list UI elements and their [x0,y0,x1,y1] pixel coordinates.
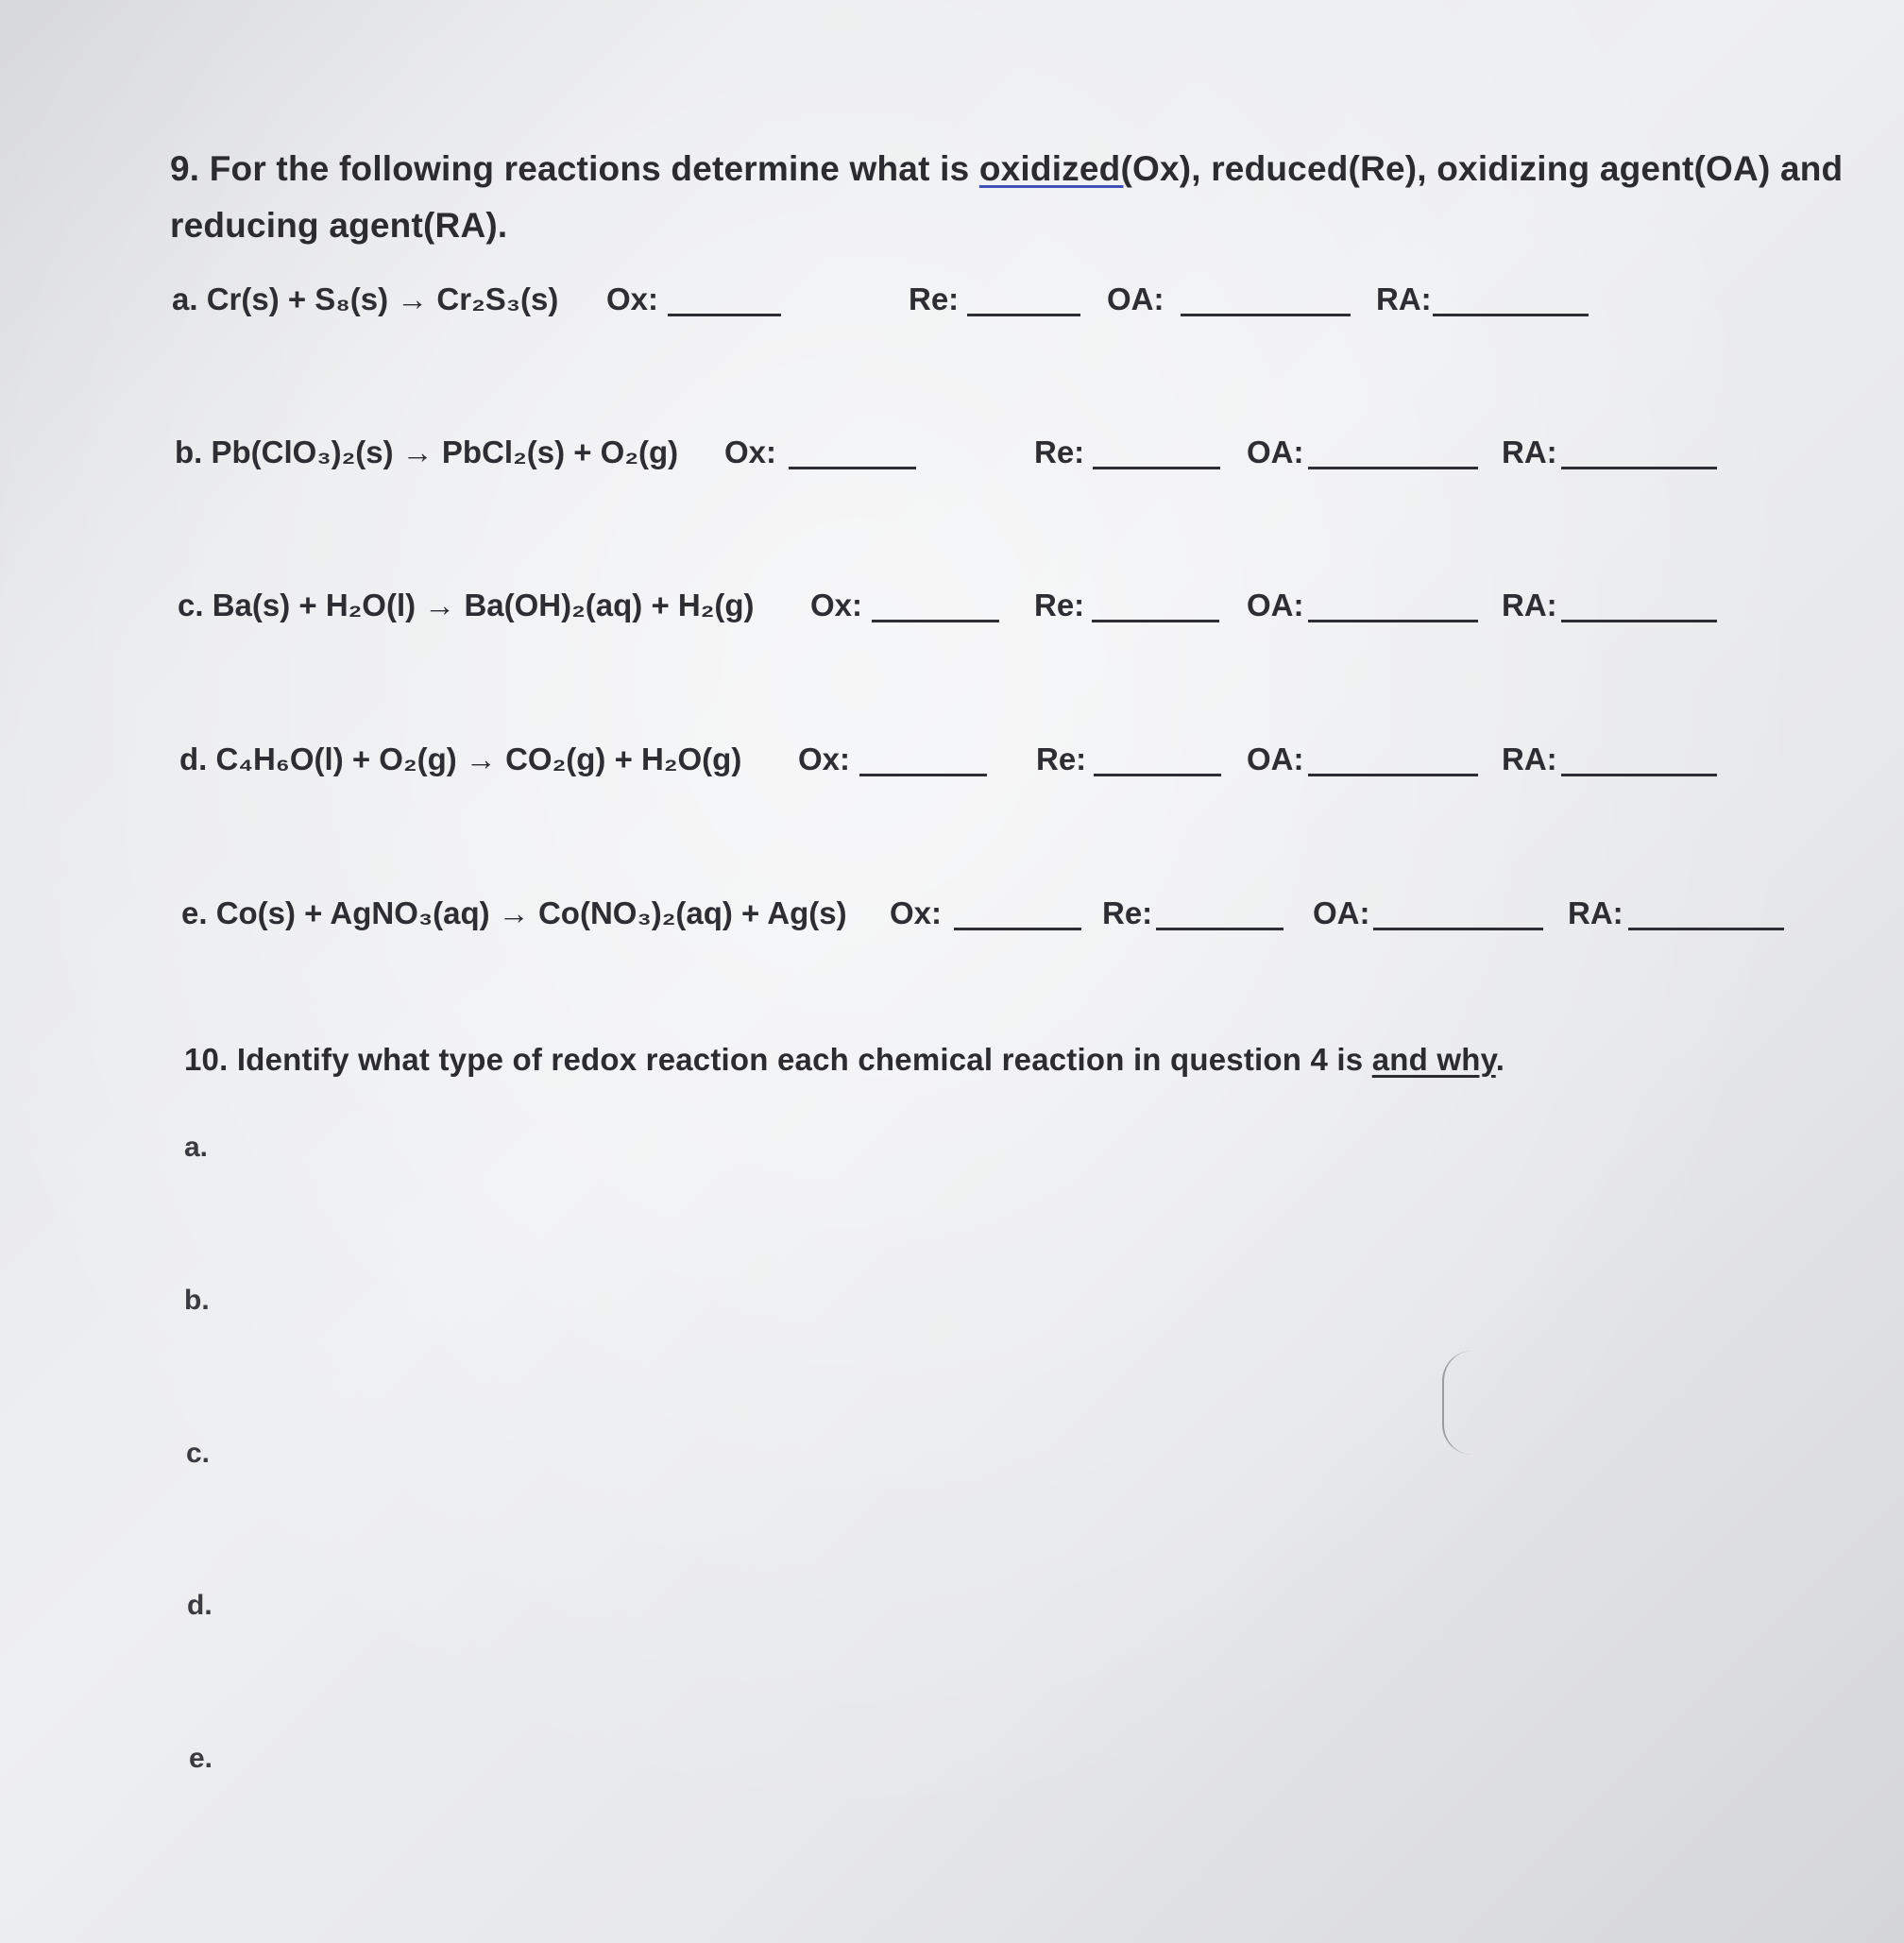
answer-item-d: d. [187,1590,212,1621]
reaction-e-ra-label: RA: [1568,895,1624,930]
reaction-d-re-label: Re: [1036,741,1087,776]
reaction-a-ra-label: RA: [1376,281,1432,316]
answer-item-b: b. [184,1285,210,1316]
reaction-e-re-blank[interactable] [1156,928,1284,930]
reaction-b-re-label: Re: [1034,435,1085,469]
reaction-d-ra-label: RA: [1502,741,1557,776]
reaction-d-ra-blank[interactable] [1561,774,1717,776]
reaction-e-ox-blank[interactable] [954,928,1081,930]
reaction-b-oa-blank[interactable] [1308,467,1478,469]
reaction-c-oa-blank[interactable] [1308,620,1478,622]
answer-item-c: c. [186,1438,211,1469]
reaction-a-ox-blank[interactable] [668,314,781,316]
question-10-underlined: and why [1371,1042,1496,1077]
reaction-b-ox-blank[interactable] [789,467,916,469]
reaction-row-d [179,741,1728,789]
reaction-a-ra-blank[interactable] [1433,314,1589,316]
reaction-d-oa-label: OA: [1247,741,1304,776]
reaction-c-ra-label: RA: [1502,588,1557,622]
reaction-b-equation: b. Pb(ClO₃)₂(s) → PbCl₂(s) + O₂(g) [175,435,679,469]
question-9-line-1 [170,151,1843,186]
question-9-line-2: reducing agent(RA). [170,206,508,245]
question-10-post: . [1495,1042,1505,1077]
reaction-d-ox-label: Ox: [798,741,851,776]
answer-item-a: a. [184,1132,209,1163]
reaction-e-re-label: Re: [1102,895,1153,930]
reaction-b-oa-label: OA: [1247,435,1304,469]
reaction-c-re-blank[interactable] [1092,620,1219,622]
reaction-e-oa-blank[interactable] [1373,928,1543,930]
answer-item-e: e. [189,1743,213,1774]
reaction-row-c [178,588,1726,635]
question-10-title [184,1044,1504,1075]
reaction-a-oa-label: OA: [1107,281,1164,316]
reaction-a-equation: a. Cr(s) + S₈(s) → Cr₂S₃(s) [172,281,559,316]
reaction-row-b [175,435,1724,482]
question-10-pre: 10. Identify what type of redox reaction each chemical reaction in question 4 is [184,1042,1372,1077]
question-9-underlined-word: oxidized( [978,149,1132,188]
pencil-mark [1442,1351,1472,1455]
reaction-d-equation: d. C₄H₆O(l) + O₂(g) → CO₂(g) + H₂O(g) [179,741,742,776]
reaction-e-ra-blank[interactable] [1628,928,1784,930]
reaction-row-a [172,281,1589,329]
reaction-a-ox-label: Ox: [606,281,659,316]
reaction-b-ox-label: Ox: [724,435,777,469]
reaction-b-ra-blank[interactable] [1561,467,1717,469]
reaction-a-re-label: Re: [909,281,960,316]
reaction-a-re-blank[interactable] [967,314,1080,316]
reaction-b-ra-label: RA: [1502,435,1557,469]
reaction-e-equation: e. Co(s) + AgNO₃(aq) → Co(NO₃)₂(aq) + Ag(s) [181,895,847,930]
reaction-c-ox-label: Ox: [810,588,863,622]
reaction-b-re-blank[interactable] [1093,467,1220,469]
reaction-c-re-label: Re: [1034,588,1085,622]
reaction-e-oa-label: OA: [1313,895,1370,930]
reaction-e-ox-label: Ox: [890,895,943,930]
reaction-d-re-blank[interactable] [1094,774,1221,776]
reaction-c-equation: c. Ba(s) + H₂O(l) → Ba(OH)₂(aq) + H₂(g) [178,588,755,622]
reaction-row-e [181,895,1787,943]
question-9-line-1-post: Ox), reduced(Re), oxidizing agent(OA) and [1131,149,1844,188]
reaction-c-oa-label: OA: [1247,588,1304,622]
reaction-c-ox-blank[interactable] [872,620,999,622]
question-9-line-1-pre: 9. For the following reactions determine what is [170,149,979,188]
reaction-c-ra-blank[interactable] [1561,620,1717,622]
reaction-d-oa-blank[interactable] [1308,774,1478,776]
reaction-d-ox-blank[interactable] [859,774,987,776]
reaction-a-oa-blank[interactable] [1181,314,1351,316]
